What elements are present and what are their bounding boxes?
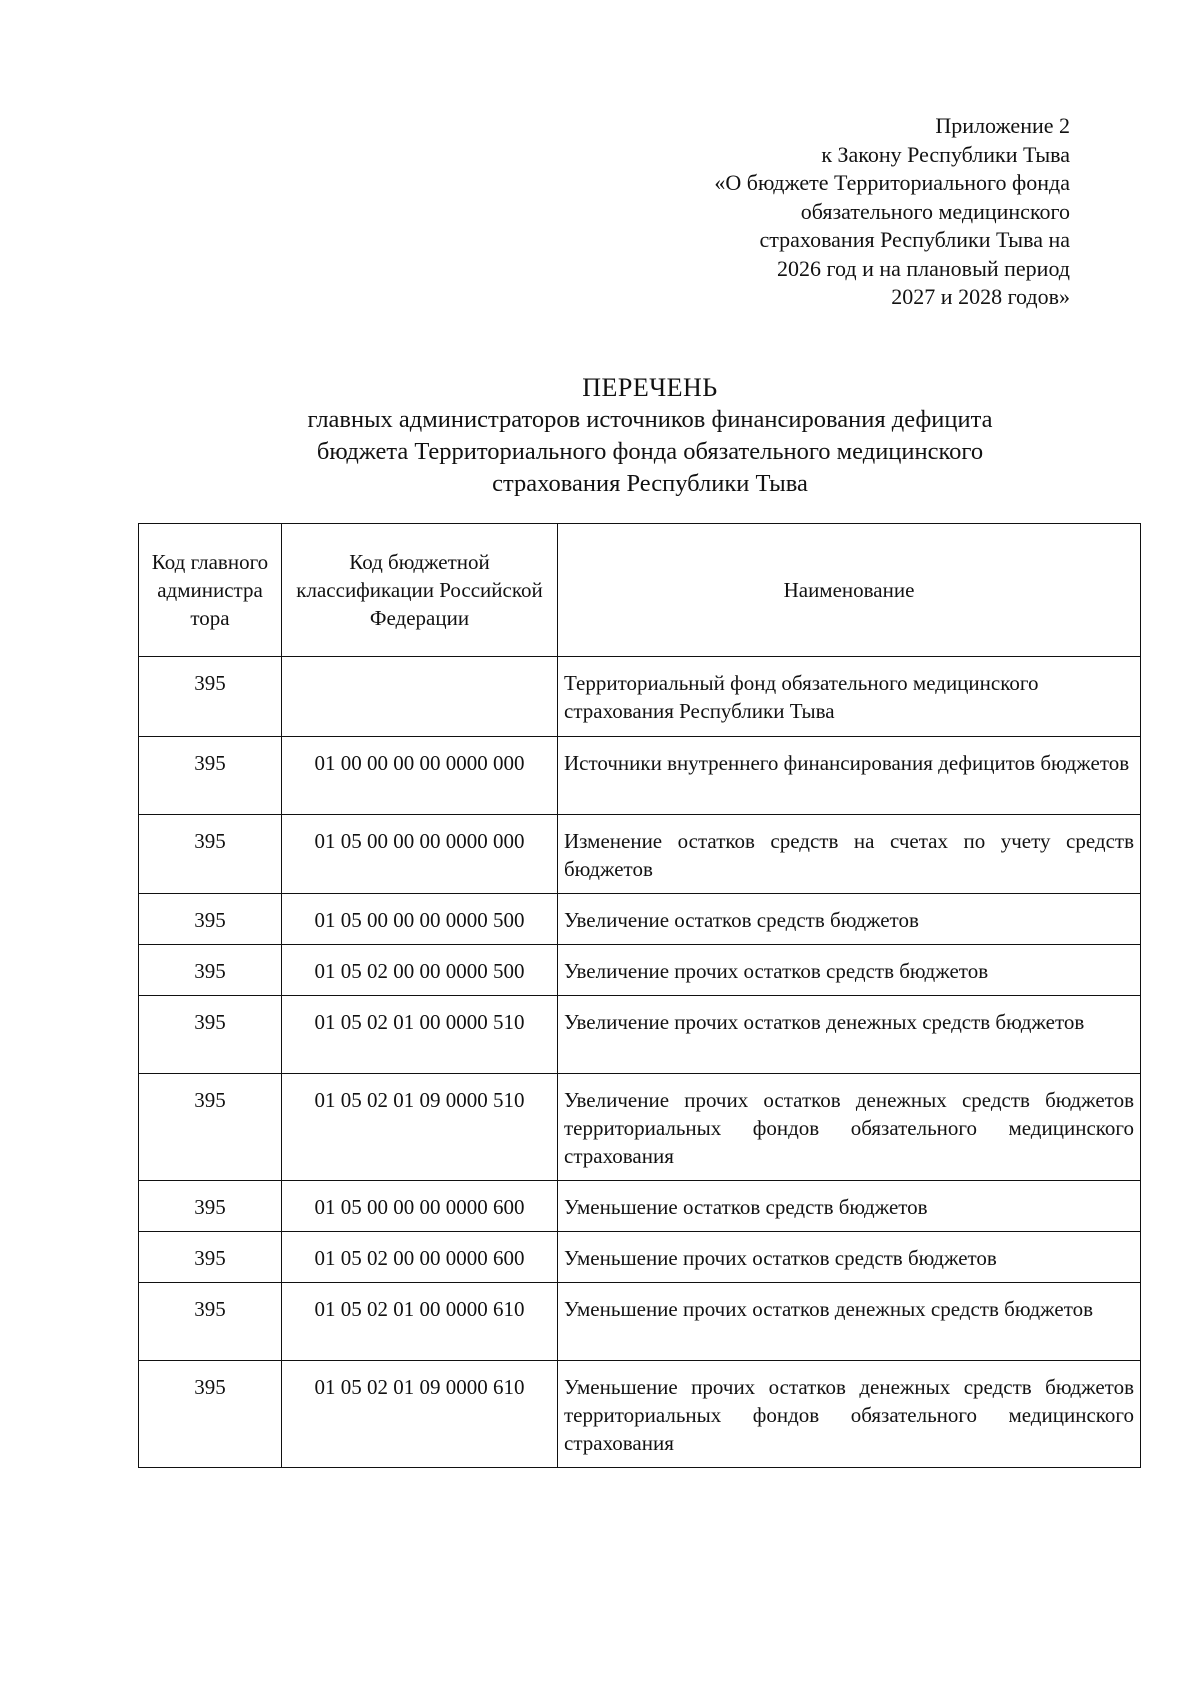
- appendix-line: 2027 и 2028 годов»: [891, 284, 1070, 309]
- cell-admin-code: 395: [139, 894, 282, 945]
- cell-admin-code: 395: [139, 1074, 282, 1181]
- appendix-header: [550, 112, 1070, 312]
- header-admin-code: Код главного администра тора: [139, 524, 282, 657]
- appendix-line: 2026 год и на плановый период: [777, 255, 1070, 281]
- table-row: [139, 1232, 1141, 1283]
- table-row: [139, 815, 1141, 894]
- title-sub-line: бюджета Территориального фонда обязательного медицинского: [316, 438, 984, 465]
- cell-name: Увеличение прочих остатков денежных средств бюджетов: [558, 996, 1141, 1074]
- cell-admin-code: 395: [139, 815, 282, 894]
- appendix-line: страхования Республики Тыва на: [759, 227, 1070, 252]
- cell-name: Уменьшение прочих остатков денежных средств бюджетов: [558, 1283, 1141, 1361]
- cell-name: Уменьшение прочих остатков средств бюджетов: [558, 1232, 1141, 1283]
- cell-admin-code: 395: [139, 737, 282, 815]
- cell-admin-code: 395: [139, 657, 282, 737]
- table-row: [139, 1361, 1141, 1468]
- cell-budget-code: 01 05 00 00 00 0000 000: [282, 815, 558, 894]
- cell-name: Уменьшение остатков средств бюджетов: [558, 1181, 1141, 1232]
- table-row: [139, 657, 1141, 737]
- table-row: [139, 1074, 1141, 1181]
- table-row: [139, 737, 1141, 815]
- title-sub-line: главных администраторов источников финансирования дефицита: [307, 406, 993, 433]
- cell-name: Территориальный фонд обязательного медицинского страхования Республики Тыва: [558, 657, 1141, 737]
- cell-budget-code: 01 05 02 01 00 0000 510: [282, 996, 558, 1074]
- cell-admin-code: 395: [139, 1181, 282, 1232]
- cell-name: Источники внутреннего финансирования дефицитов бюджетов: [558, 737, 1141, 815]
- table-row: [139, 894, 1141, 945]
- cell-budget-code: 01 05 02 01 09 0000 610: [282, 1361, 558, 1468]
- table-row: [139, 1283, 1141, 1361]
- title-subtitle: [140, 404, 1160, 500]
- cell-admin-code: 395: [139, 1283, 282, 1361]
- title-main: ПЕРЕЧЕНЬ: [582, 373, 718, 402]
- appendix-line: к Закону Республики Тыва: [821, 141, 1070, 167]
- cell-name: Увеличение прочих остатков средств бюджетов: [558, 945, 1141, 996]
- cell-admin-code: 395: [139, 1361, 282, 1468]
- title-sub-line: страхования Республики Тыва: [492, 470, 808, 497]
- cell-admin-code: 395: [139, 945, 282, 996]
- cell-budget-code: 01 05 02 00 00 0000 500: [282, 945, 558, 996]
- cell-admin-code: 395: [139, 1232, 282, 1283]
- cell-budget-code: 01 00 00 00 00 0000 000: [282, 737, 558, 815]
- cell-budget-code: 01 05 02 01 00 0000 610: [282, 1283, 558, 1361]
- cell-name: Увеличение прочих остатков денежных средств бюджетов территориальных фондов обязательного медицинского страхования: [558, 1074, 1141, 1181]
- document-title: [140, 372, 1160, 500]
- header-budget-code: Код бюджетной классификации Российской Федерации: [282, 524, 558, 657]
- cell-budget-code: 01 05 00 00 00 0000 500: [282, 894, 558, 945]
- header-name: Наименование: [558, 524, 1141, 657]
- table-row: [139, 996, 1141, 1074]
- cell-budget-code: 01 05 02 00 00 0000 600: [282, 1232, 558, 1283]
- cell-budget-code: [282, 657, 558, 737]
- appendix-line: Приложение 2: [935, 113, 1070, 138]
- administrators-table: [138, 523, 1141, 1468]
- cell-budget-code: 01 05 02 01 09 0000 510: [282, 1074, 558, 1181]
- appendix-line: обязательного медицинского: [800, 198, 1070, 224]
- table-header-row: [139, 524, 1141, 657]
- cell-name: Увеличение остатков средств бюджетов: [558, 894, 1141, 945]
- table-row: [139, 1181, 1141, 1232]
- cell-name: Уменьшение прочих остатков денежных средств бюджетов территориальных фондов обязательного медицинского страхования: [558, 1361, 1141, 1468]
- appendix-line: «О бюджете Территориального фонда: [714, 170, 1070, 195]
- table-row: [139, 945, 1141, 996]
- cell-admin-code: 395: [139, 996, 282, 1074]
- cell-budget-code: 01 05 00 00 00 0000 600: [282, 1181, 558, 1232]
- cell-name: Изменение остатков средств на счетах по учету средств бюджетов: [558, 815, 1141, 894]
